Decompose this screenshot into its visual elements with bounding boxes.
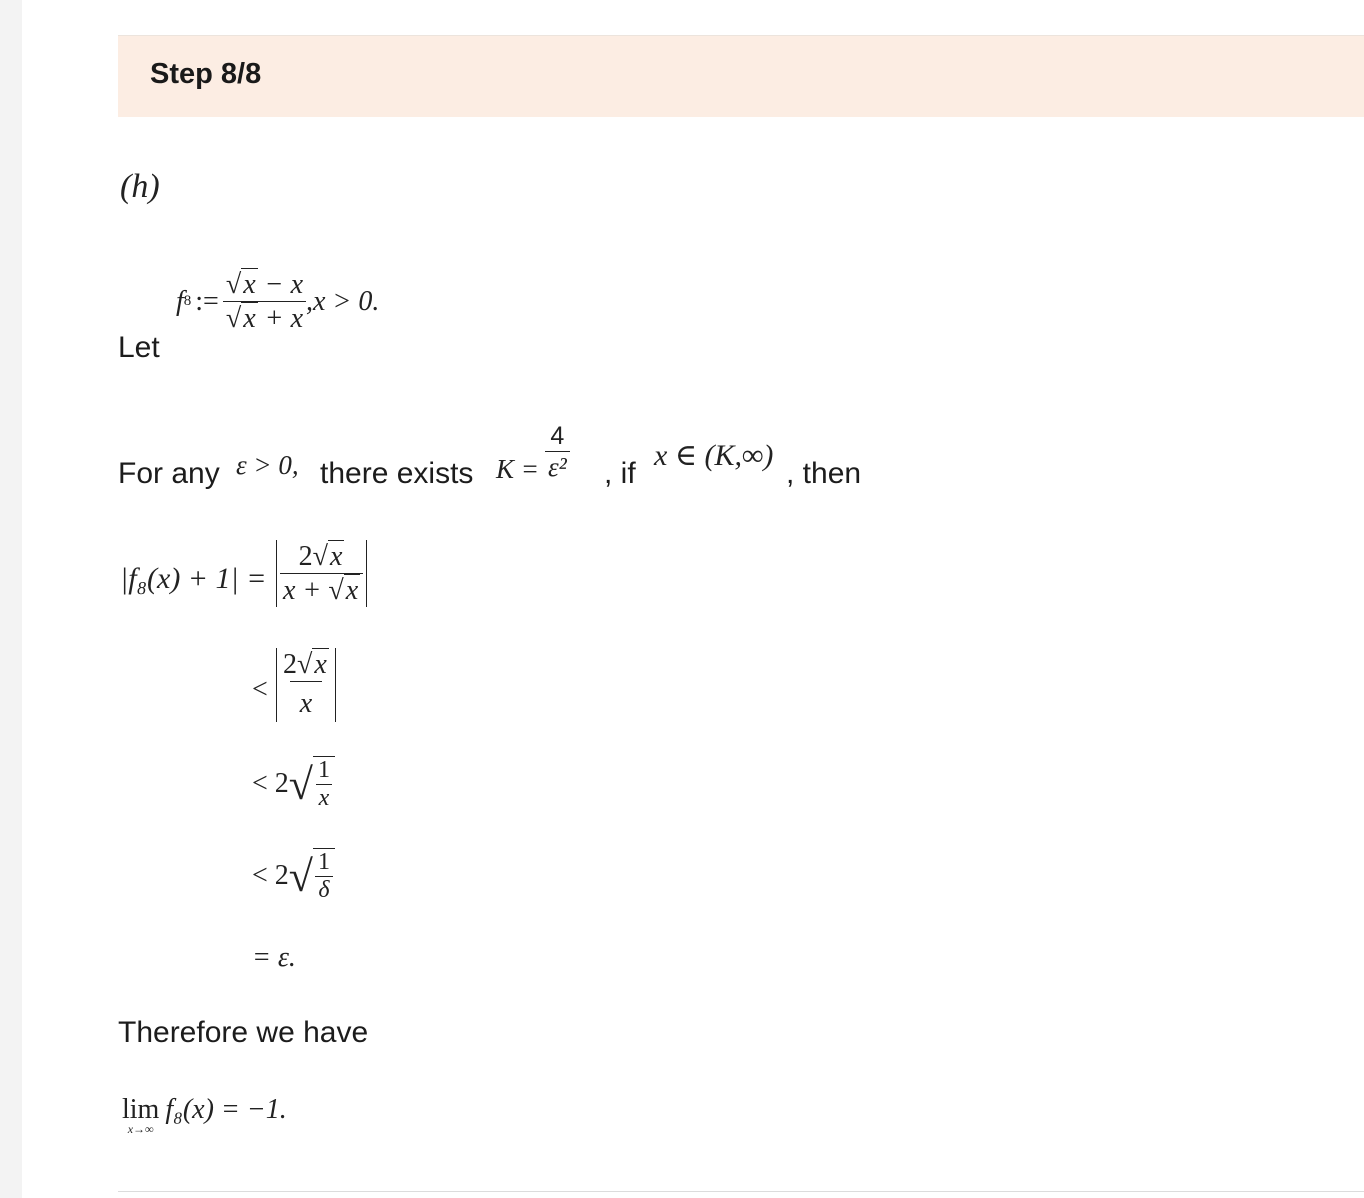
limit-result: f₈(x) = −1. (165, 1094, 287, 1125)
definition-fraction (223, 268, 306, 335)
interval-expression: x ∈ (K,∞) (654, 439, 774, 472)
k-fraction (545, 422, 570, 483)
therefore-text: Therefore we have (118, 1016, 369, 1049)
inequality-line4: < 2 √ $\frac{1}{\delta}$ (252, 848, 335, 904)
definition-denominator: √ x + x (223, 301, 306, 335)
inequality-line2-rel: < (252, 674, 268, 705)
k-denominator: ε² (545, 451, 570, 483)
limit-expression (122, 1094, 287, 1137)
k-numerator: 4 (550, 421, 565, 450)
there-exists-text: there exists (320, 457, 474, 490)
if-text: , if (604, 457, 636, 490)
function-name: f (176, 285, 184, 317)
for-any-text: For any (118, 457, 220, 490)
epsilon-condition: ε > 0, (236, 450, 299, 480)
k-lhs: K = (496, 453, 539, 484)
lim-word: lim (122, 1094, 160, 1125)
let-text: Let (118, 331, 160, 364)
step-header (118, 35, 1364, 117)
definition-numerator: √ x − x (225, 269, 303, 300)
inequality-line1-lhs: |f₈(x) + 1| = (120, 562, 267, 595)
inequality-line5: = ε. (252, 942, 296, 973)
assign-symbol: := (195, 285, 219, 317)
k-definition (496, 412, 570, 492)
step-title: Step 8/8 (150, 58, 262, 90)
then-text: , then (786, 457, 862, 490)
left-gutter (0, 0, 22, 1198)
part-label: (h) (120, 168, 160, 205)
inequality-line2-rhs: 2 √ x x (276, 648, 336, 722)
line4-rel: < 2 (252, 860, 289, 891)
definition-formula (176, 268, 379, 335)
line3-rel: < 2 (252, 768, 289, 799)
lim-subscript: x→∞ (127, 1122, 154, 1136)
bottom-divider (118, 1191, 1364, 1192)
definition-condition: ,x > 0. (306, 285, 380, 317)
inequality-line1-rhs: 2 √ x x + √ x (276, 540, 367, 607)
inequality-line3: < 2 √ $\frac{1}{x}$ (252, 756, 335, 812)
function-subscript: 8 (183, 293, 192, 309)
